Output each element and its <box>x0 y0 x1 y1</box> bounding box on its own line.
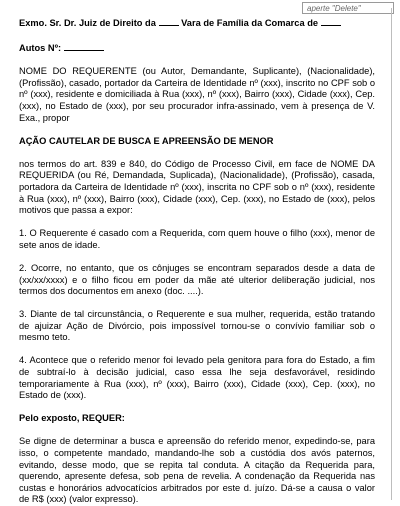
item-3: 3. Diante de tal circunstância, o Requerente e sua mulher, requerida, estão tratando de ajuizar Ação de Divórcio, pois impossível tornou-se o convívio familiar sob o mesmo teto. <box>19 309 375 343</box>
plaintiff-paragraph: NOME DO REQUERENTE (ou Autor, Demandante, Suplicante), (Nacionalidade), (Profissão), casado, portador da Carteira de Identidade nº (xxx), inscrito no CPF sob o nº (xxx), residente e domiciliada à Rua (xxx), nº (xxx), Bairro (xxx), Cidade (xxx), Cep. (xxx), no Estado de (xxx), por seu procurador infra-assinado, vem à presença de V. Exa., propor <box>19 66 375 123</box>
delete-hint: aperte "Delete" <box>302 2 394 14</box>
item-4: 4. Acontece que o referido menor foi levado pela genitora para fora do Estado, a fim de subtraí-lo à decisão judicial, caso essa lhe seja desfavorável, residindo temporariamente à Rua (xxx), nº (xxx), Bairro (xxx), Cidade (xxx), Cep. (xxx), no Estado de (xxx). <box>19 355 375 401</box>
item-2: 2. Ocorre, no entanto, que os cônjuges se encontram separados desde a data de (xx/xx/xxxx) e o filho ficou em poder da mãe até ulterior deliberação judicial, nos termos dos documentos em anexo (doc. ....). <box>19 262 375 297</box>
action-title: AÇÃO CAUTELAR DE BUSCA E APREENSÃO DE MENOR <box>19 135 274 146</box>
court-address-prefix: Exmo. Sr. Dr. Juiz de Direito da <box>19 18 156 28</box>
intro-paragraph: nos termos do art. 839 e 840, do Código de Processo Civil, em face de NOME DA REQUERIDA (ou Ré, Demandada, Suplicada), (Nacionalidade), (Profissão), casada, portadora da Carteira de Identidade nº (xxx), inscrita no CPF sob o nº (xxx), residente à Rua (xxx), nº (xxx), Bairro (xxx), Cidade (xxx), Cep. (xxx), no Estado de (xxx), pelos motivos que passa a expor: <box>19 158 375 216</box>
court-address-middle: Vara de Família da Comarca de <box>181 18 319 28</box>
request-heading: Pelo exposto, REQUER: <box>19 413 125 424</box>
document-content <box>19 16 375 506</box>
court-address-line <box>19 16 375 30</box>
vara-number-blank <box>159 16 179 26</box>
item-1: 1. O Requerente é casado com a Requerida, com quem houve o filho (xxx), menor de sete anos de idade. <box>19 228 375 250</box>
final-paragraph: Se digne de determinar a busca e apreensão do referido menor, expedindo-se, para isso, o competente mandado, mandando-lhe sob a custódia dos avós paternos, evitando, desse modo, que se repita tal conduta. A citação da Requerida para, querendo, apresente defesa, sob pena de revelia. A condenação da Requerida nas custas e honorários advocatícios arbitrados por este d. juízo. Dá-se a causa o valor de R$ (xxx) (valor expresso). <box>19 436 375 505</box>
case-number-line <box>19 41 375 55</box>
comarca-blank <box>321 16 341 26</box>
case-number-label: Autos Nº: <box>19 43 62 54</box>
document-page <box>0 8 392 505</box>
case-number-blank <box>64 41 104 51</box>
